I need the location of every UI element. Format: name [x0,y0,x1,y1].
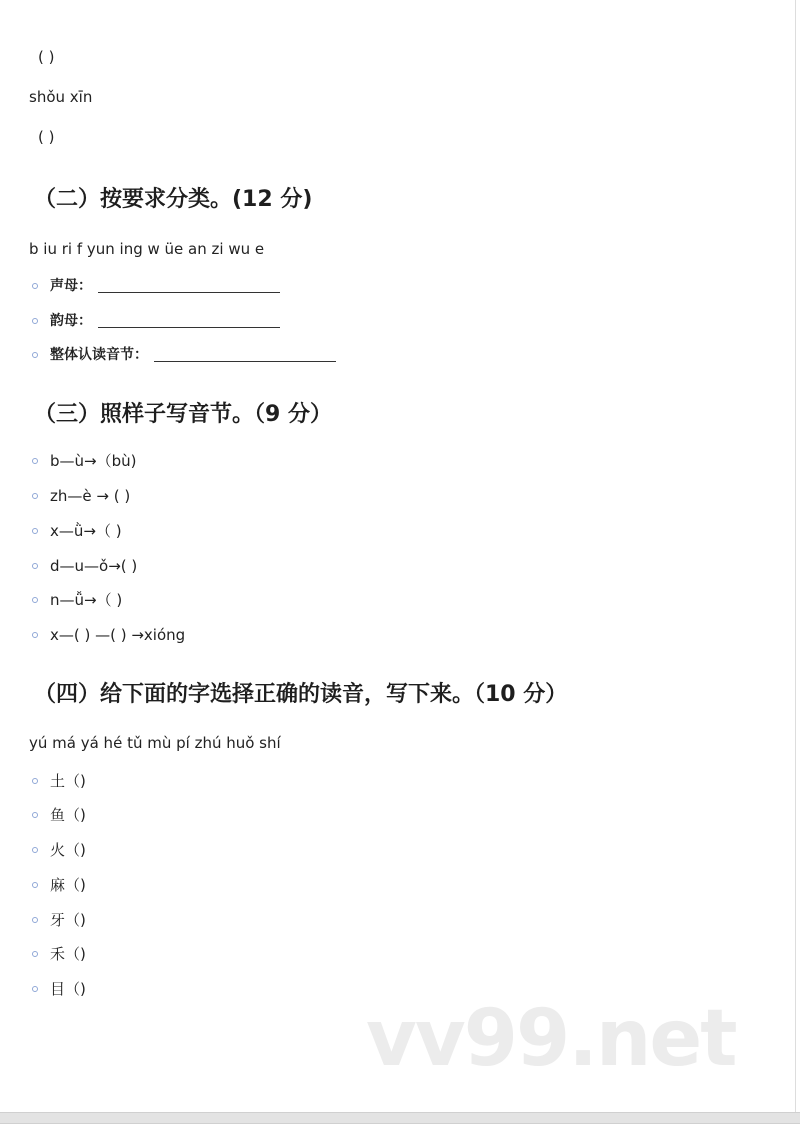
list-item: 牙（) [32,910,86,930]
bullet-icon [32,597,38,603]
bullet-icon [32,318,38,324]
bullet-icon [32,778,38,784]
bullet-icon [32,283,38,289]
letters-list: b iu ri f yun ing w üe an zi wu e [29,240,265,258]
list-item: 韵母： [32,311,280,331]
watermark: vv99.net [366,994,736,1084]
pinyin-options: yú má yá hé tǔ mù pí zhú huǒ shí [29,734,281,752]
answer-parens: ( ) [38,128,55,146]
pinyin-prompt: shǒu xīn [29,88,93,106]
bullet-icon [32,882,38,888]
list-item: x—ǜ→（ ) [32,521,122,541]
list-item: 禾（) [32,944,86,964]
list-item: 鱼（) [32,805,86,825]
bullet-icon [32,493,38,499]
page-separator [0,1112,800,1124]
answer-blank[interactable] [154,349,336,362]
section-heading-2: （二）按要求分类。(12 分) [34,187,313,212]
section-heading-4: （四）给下面的字选择正确的读音，写下来。（10 分） [34,682,568,707]
bullet-icon [32,951,38,957]
list-item: n—ǚ→（ ) [32,590,122,610]
list-item: 目（) [32,979,86,999]
list-item: 麻（) [32,875,86,895]
bullet-icon [32,847,38,853]
bullet-icon [32,812,38,818]
section-heading-3: （三）照样子写音节。（9 分） [34,402,332,427]
answer-blank[interactable] [98,280,280,293]
bullet-icon [32,528,38,534]
list-item: zh—è → ( ) [32,486,130,506]
list-item: 声母： [32,276,280,296]
list-item: b—ù→（bù) [32,451,136,471]
list-item: d—u—ǒ→( ) [32,556,137,576]
answer-blank[interactable] [98,315,280,328]
list-item: 整体认读音节： [32,345,336,365]
list-item: 土（) [32,771,86,791]
bullet-icon [32,352,38,358]
bullet-icon [32,563,38,569]
bullet-icon [32,458,38,464]
list-item: 火（) [32,840,86,860]
answer-parens: ( ) [38,48,55,66]
bullet-icon [32,917,38,923]
list-item: x—( ) —( ) →xióng [32,625,185,645]
bullet-icon [32,986,38,992]
bullet-icon [32,632,38,638]
